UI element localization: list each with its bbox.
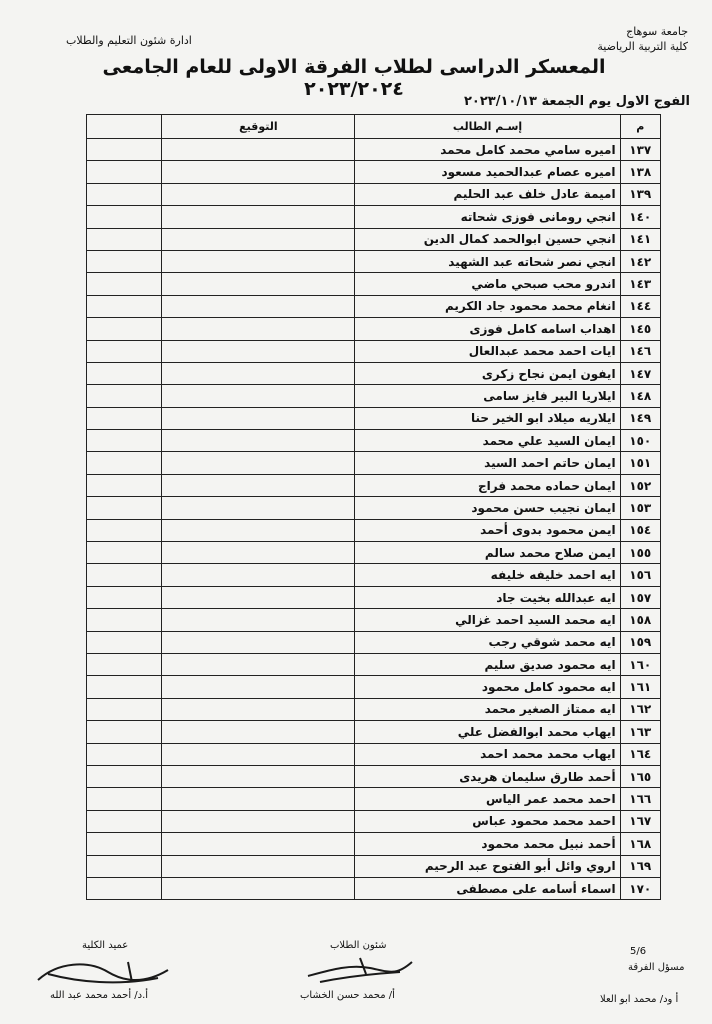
row-number: ١٤٠	[620, 206, 660, 228]
row-number: ١٣٩	[620, 183, 660, 205]
class-officer-name: أ ود/ محمد ابو العلا	[600, 994, 679, 1005]
faculty-name: كلية التربية الرياضية	[597, 40, 688, 53]
row-blank-cell	[87, 542, 162, 564]
row-number: ١٥٩	[620, 631, 660, 653]
row-number: ١٣٧	[620, 139, 660, 161]
table-row	[87, 833, 661, 855]
row-student-name: اميره سامي محمد كامل محمد	[355, 139, 620, 161]
row-student-name: ايه احمد خليفه خليفه	[355, 564, 620, 586]
row-blank-cell	[87, 609, 162, 631]
row-number: ١٤٢	[620, 250, 660, 272]
row-number: ١٦٥	[620, 765, 660, 787]
table-row	[87, 340, 661, 362]
department-name: ادارة شئون التعليم والطلاب	[66, 34, 192, 47]
row-signature-cell	[162, 407, 355, 429]
row-blank-cell	[87, 161, 162, 183]
row-signature-cell	[162, 586, 355, 608]
table-row	[87, 721, 661, 743]
table-row	[87, 698, 661, 720]
row-student-name: احمد محمد عمر الياس	[355, 788, 620, 810]
table-row	[87, 273, 661, 295]
table-row	[87, 385, 661, 407]
row-number: ١٥٨	[620, 609, 660, 631]
row-student-name: اهداب اسامه كامل فوزى	[355, 318, 620, 340]
table-row	[87, 206, 661, 228]
row-blank-cell	[87, 250, 162, 272]
row-student-name: اروي وائل أبو الفتوح عبد الرحيم	[355, 855, 620, 877]
table-row	[87, 542, 661, 564]
institution-header	[597, 24, 688, 54]
row-number: ١٦٩	[620, 855, 660, 877]
row-blank-cell	[87, 743, 162, 765]
row-blank-cell	[87, 362, 162, 384]
table-row	[87, 295, 661, 317]
row-number: ١٤٨	[620, 385, 660, 407]
row-blank-cell	[87, 833, 162, 855]
table-row	[87, 318, 661, 340]
row-number: ١٤٧	[620, 362, 660, 384]
table-row	[87, 855, 661, 877]
row-signature-cell	[162, 765, 355, 787]
table-row	[87, 362, 661, 384]
row-student-name: انجي حسين ابوالحمد كمال الدين	[355, 228, 620, 250]
header-number: م	[620, 115, 660, 139]
row-blank-cell	[87, 586, 162, 608]
row-signature-cell	[162, 877, 355, 899]
row-signature-cell	[162, 250, 355, 272]
row-blank-cell	[87, 228, 162, 250]
row-signature-cell	[162, 609, 355, 631]
row-student-name: اميره عصام عبدالحميد مسعود	[355, 161, 620, 183]
row-number: ١٦٤	[620, 743, 660, 765]
row-signature-cell	[162, 833, 355, 855]
row-blank-cell	[87, 698, 162, 720]
row-number: ١٦٧	[620, 810, 660, 832]
row-number: ١٦٠	[620, 653, 660, 675]
row-blank-cell	[87, 765, 162, 787]
table-row	[87, 519, 661, 541]
row-blank-cell	[87, 139, 162, 161]
row-blank-cell	[87, 855, 162, 877]
row-signature-cell	[162, 721, 355, 743]
table-row	[87, 228, 661, 250]
row-signature-cell	[162, 385, 355, 407]
row-blank-cell	[87, 295, 162, 317]
row-student-name: انجي رومانى فوزى شحاته	[355, 206, 620, 228]
row-student-name: ايهاب محمد محمد احمد	[355, 743, 620, 765]
affairs-name: أ/ محمد حسن الخشاب	[300, 990, 395, 1001]
row-student-name: ايمن صلاح محمد سالم	[355, 542, 620, 564]
row-number: ١٤٩	[620, 407, 660, 429]
row-signature-cell	[162, 273, 355, 295]
row-blank-cell	[87, 407, 162, 429]
row-number: ١٥١	[620, 452, 660, 474]
row-blank-cell	[87, 631, 162, 653]
row-number: ١٤٥	[620, 318, 660, 340]
table-row	[87, 765, 661, 787]
row-signature-cell	[162, 183, 355, 205]
row-student-name: ايلاريه ميلاد ابو الخير حنا	[355, 407, 620, 429]
row-student-name: ايات احمد محمد عبدالعال	[355, 340, 620, 362]
table-row	[87, 609, 661, 631]
row-student-name: ايمان حاتم احمد السيد	[355, 452, 620, 474]
row-student-name: ايه محمد السيد احمد غزالي	[355, 609, 620, 631]
row-blank-cell	[87, 519, 162, 541]
table-row	[87, 877, 661, 899]
row-signature-cell	[162, 139, 355, 161]
row-blank-cell	[87, 430, 162, 452]
row-number: ١٥٤	[620, 519, 660, 541]
row-student-name: اندرو محب صبحي ماضي	[355, 273, 620, 295]
student-roster-table	[86, 114, 661, 900]
affairs-title: شئون الطلاب	[330, 940, 387, 951]
row-number: ١٦٦	[620, 788, 660, 810]
row-student-name: ايمان السيد علي محمد	[355, 430, 620, 452]
row-signature-cell	[162, 653, 355, 675]
row-number: ١٦٢	[620, 698, 660, 720]
row-number: ١٥٧	[620, 586, 660, 608]
table-header-row	[87, 115, 661, 139]
row-number: ١٦٣	[620, 721, 660, 743]
row-blank-cell	[87, 318, 162, 340]
row-blank-cell	[87, 340, 162, 362]
header-blank	[87, 115, 162, 139]
university-name: جامعة سوهاج	[626, 25, 688, 38]
row-student-name: احمد محمد محمود عباس	[355, 810, 620, 832]
dean-name: أ.د/ أحمد محمد عبد الله	[50, 990, 149, 1001]
row-signature-cell	[162, 788, 355, 810]
row-signature-cell	[162, 318, 355, 340]
row-blank-cell	[87, 273, 162, 295]
table-row	[87, 653, 661, 675]
row-signature-cell	[162, 698, 355, 720]
row-blank-cell	[87, 810, 162, 832]
row-student-name: ايه محمد شوقي رجب	[355, 631, 620, 653]
row-signature-cell	[162, 564, 355, 586]
table-row	[87, 161, 661, 183]
table-row	[87, 474, 661, 496]
row-signature-cell	[162, 519, 355, 541]
table-row	[87, 452, 661, 474]
session-subtitle: الفوج الاول يوم الجمعة ٢٠٢٣/١٠/١٣	[463, 94, 690, 109]
table-row	[87, 497, 661, 519]
row-blank-cell	[87, 474, 162, 496]
row-signature-cell	[162, 295, 355, 317]
table-row	[87, 183, 661, 205]
row-student-name: ايهاب محمد ابوالفضل علي	[355, 721, 620, 743]
table-row	[87, 631, 661, 653]
page-title: المعسكر الدراسى لطلاب الفرقة الاولى للعام الجامعى ٢٠٢٣/٢٠٢٤	[102, 56, 606, 100]
row-blank-cell	[87, 676, 162, 698]
row-number: ١٤٣	[620, 273, 660, 295]
row-signature-cell	[162, 452, 355, 474]
row-signature-cell	[162, 676, 355, 698]
header-student-name: إسـم الطالب	[355, 115, 620, 139]
row-blank-cell	[87, 721, 162, 743]
row-number: ١٥٣	[620, 497, 660, 519]
row-blank-cell	[87, 183, 162, 205]
row-student-name: ايه عبدالله بخيت جاد	[355, 586, 620, 608]
row-signature-cell	[162, 228, 355, 250]
table-row	[87, 586, 661, 608]
row-number: ١٦٨	[620, 833, 660, 855]
row-blank-cell	[87, 497, 162, 519]
row-blank-cell	[87, 877, 162, 899]
row-student-name: ايلاريا البير فايز سامى	[355, 385, 620, 407]
row-signature-cell	[162, 206, 355, 228]
row-number: ١٧٠	[620, 877, 660, 899]
header-signature: التوقيع	[162, 115, 355, 139]
row-signature-cell	[162, 497, 355, 519]
table-row	[87, 788, 661, 810]
row-student-name: انغام محمد محمود جاد الكريم	[355, 295, 620, 317]
table-row	[87, 676, 661, 698]
row-blank-cell	[87, 564, 162, 586]
row-number: ١٤١	[620, 228, 660, 250]
row-signature-cell	[162, 430, 355, 452]
page-number: 5/6	[630, 946, 647, 957]
row-blank-cell	[87, 206, 162, 228]
row-student-name: انجي نصر شحاته عبد الشهيد	[355, 250, 620, 272]
row-blank-cell	[87, 385, 162, 407]
row-number: ١٥٢	[620, 474, 660, 496]
table-row	[87, 564, 661, 586]
row-number: ١٥٠	[620, 430, 660, 452]
row-number: ١٦١	[620, 676, 660, 698]
row-signature-cell	[162, 810, 355, 832]
row-number: ١٥٦	[620, 564, 660, 586]
table-row	[87, 139, 661, 161]
affairs-signature	[300, 952, 420, 988]
row-student-name: ايمان حماده محمد فراج	[355, 474, 620, 496]
row-signature-cell	[162, 743, 355, 765]
row-number: ١٥٥	[620, 542, 660, 564]
table-row	[87, 407, 661, 429]
dean-signature	[28, 952, 178, 992]
class-officer-title: مسؤل الفرقة	[628, 962, 685, 973]
roster-body	[87, 139, 661, 900]
dean-title: عميد الكلية	[82, 940, 129, 951]
row-signature-cell	[162, 474, 355, 496]
row-blank-cell	[87, 788, 162, 810]
row-blank-cell	[87, 653, 162, 675]
row-student-name: اسماء أسامه على مصطفى	[355, 877, 620, 899]
row-number: ١٣٨	[620, 161, 660, 183]
row-signature-cell	[162, 362, 355, 384]
row-student-name: ايمن محمود بدوى أحمد	[355, 519, 620, 541]
row-student-name: أحمد نبيل محمد محمود	[355, 833, 620, 855]
row-student-name: ايفون ايمن نجاح زكرى	[355, 362, 620, 384]
row-student-name: ايه محمود صديق سليم	[355, 653, 620, 675]
table-row	[87, 250, 661, 272]
row-signature-cell	[162, 855, 355, 877]
table-row	[87, 743, 661, 765]
table-row	[87, 430, 661, 452]
row-number: ١٤٦	[620, 340, 660, 362]
row-student-name: أحمد طارق سليمان هريدى	[355, 765, 620, 787]
row-student-name: اميمة عادل خلف عبد الحليم	[355, 183, 620, 205]
row-signature-cell	[162, 542, 355, 564]
row-blank-cell	[87, 452, 162, 474]
row-signature-cell	[162, 340, 355, 362]
row-student-name: ايه ممتاز الصغير محمد	[355, 698, 620, 720]
row-signature-cell	[162, 631, 355, 653]
row-number: ١٤٤	[620, 295, 660, 317]
table-row	[87, 810, 661, 832]
row-student-name: ايمان نجيب حسن محمود	[355, 497, 620, 519]
row-signature-cell	[162, 161, 355, 183]
row-student-name: ايه محمود كامل محمود	[355, 676, 620, 698]
